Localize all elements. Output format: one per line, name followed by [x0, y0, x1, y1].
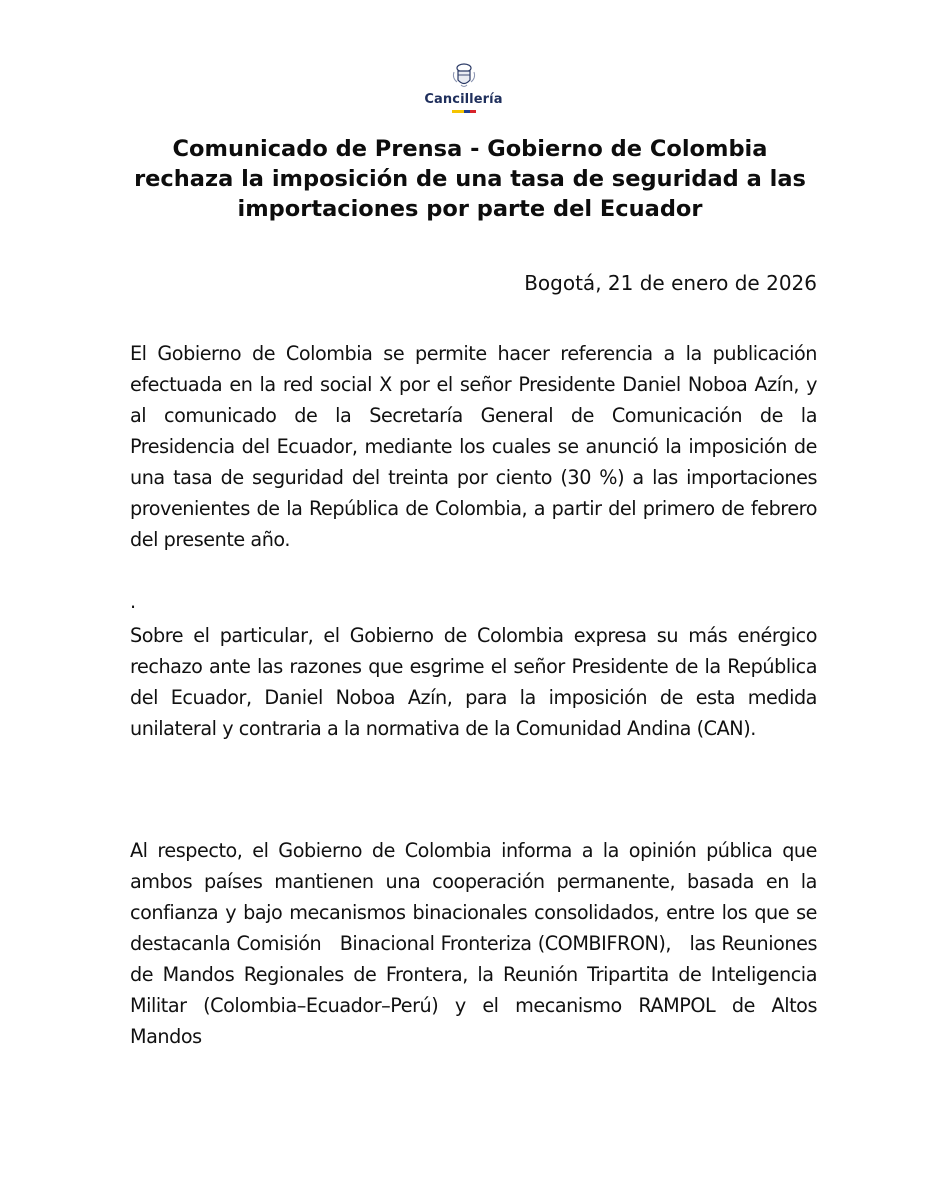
paragraph-2: Sobre el particular, el Gobierno de Colombia expresa su más enérgico rechazo ante las razones que esgrime el señor Presidente de la República del Ecuador, Daniel Noboa Azín, para la imposición de esta medida unilateral y contraria a la normativa de la Comunidad Andina (CAN).	[130, 624, 817, 740]
stripe-yellow	[452, 110, 464, 113]
dateline: Bogotá, 21 de enero de 2026	[524, 271, 817, 295]
paragraph-3: Al respecto, el Gobierno de Colombia informa a la opinión pública que ambos países mantienen una cooperación permanente, basada en la confianza y bajo mecanismos binacionales consolidados, entre los que se destacanla Comisión Binacional Fronteriza (COMBIFRON), las Reuniones de Mandos Regionales de Frontera, la Reunión Tripartita de Inteligencia Militar (Colombia–Ecuador–Perú) y el mecanismo RAMPOL de Altos Mandos	[130, 839, 823, 1048]
coat-of-arms-icon	[451, 62, 477, 90]
separator-dot: .	[130, 590, 136, 613]
flag-stripe	[452, 110, 476, 113]
stripe-red	[470, 110, 476, 113]
logo-text: Cancillería	[424, 92, 503, 107]
document-title: Comunicado de Prensa - Gobierno de Colombia rechaza la imposición de una tasa de seguridad a las importaciones por parte del Ecuador	[134, 136, 806, 222]
cancilleria-logo	[0, 62, 927, 113]
paragraph-1: El Gobierno de Colombia se permite hacer referencia a la publicación efectuada en la red social X por el señor Presidente Daniel Noboa Azín, y al comunicado de la Secretaría General de Comunicación de la Presidencia del Ecuador, mediante los cuales se anunció la imposición de una tasa de seguridad del treinta por ciento (30 %) a las importaciones provenientes de la República de Colombia, a partir del primero de febrero del presente año.	[130, 342, 817, 551]
